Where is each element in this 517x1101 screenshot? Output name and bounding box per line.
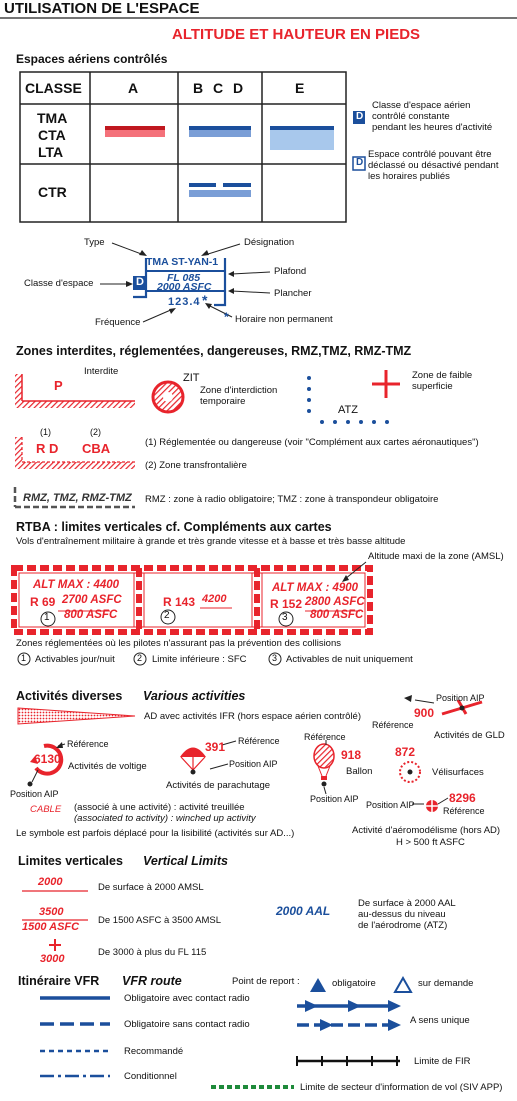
ballon-symbol [314, 740, 334, 794]
example-fl: FL 085 [167, 272, 201, 284]
cable-label: CABLE [30, 804, 62, 815]
atz-label: ATZ [338, 404, 358, 416]
limit2-bot: 1500 ASFC [22, 921, 80, 933]
activities-heading-en: Various activities [143, 689, 246, 703]
page-subtitle: ALTITUDE ET HAUTEUR EN PIEDS [172, 26, 421, 43]
class-e-bar [270, 126, 334, 130]
voltige-pos: Position AIP [10, 789, 59, 799]
symbole-note: Le symbole est parfois déplacé pour la lisibilité (activités sur AD...) [16, 828, 295, 839]
ballon-label: Ballon [346, 766, 373, 777]
rtba-b1-n: 1 [44, 612, 50, 623]
para-pos: Position AIP [229, 759, 278, 769]
zones-note1: (1) Réglementée ou dangereuse (voir "Complément aux cartes aéronautiques") [145, 437, 479, 448]
rtba-b3-bot: 800 ASFC [310, 609, 364, 621]
legend2-l1: Espace contrôlé pouvant être [368, 149, 492, 160]
gld-ref: Référence [372, 720, 414, 730]
limit2-label: De 1500 ASFC à 3500 AMSL [98, 915, 222, 926]
row-cta: CTA [38, 127, 66, 143]
aero-ref: Référence [443, 806, 485, 816]
limits-heading-en: Vertical Limits [143, 854, 228, 868]
rtba-c2-num: 2 [137, 653, 143, 663]
rtba-zones-note: Zones réglementées où les pilotes n'assurant pas la prévention des collisions [16, 638, 341, 649]
row-ctr: CTR [38, 184, 67, 200]
rtba-alt-maxi: Altitude maxi de la zone (AMSL) [368, 551, 504, 562]
label-frequence: Fréquence [95, 317, 141, 328]
gld-num: 900 [414, 706, 435, 720]
para-num: 391 [205, 740, 226, 754]
cable-en: (associated to activity) : winched up activity [74, 813, 256, 824]
legend2-l3: les horaires publiés [368, 171, 450, 182]
gld-pos: Position AIP [436, 693, 485, 703]
rtba-b3-alt: ALT MAX : 4900 [272, 582, 359, 594]
rtba-heading: RTBA : limites verticales cf. Compléments aux cartes [16, 520, 332, 534]
legend1-l3: pendant les heures d'activité [372, 122, 493, 133]
voltige-label: Activités de voltige [68, 761, 147, 772]
example-star-icon: * [202, 292, 208, 308]
zone-interdite-symbol [15, 374, 135, 408]
zit-desc1: Zone d'interdiction [200, 385, 278, 396]
gld-label: Activités de GLD [434, 730, 505, 741]
label-classe: Classe d'espace [24, 278, 94, 289]
label-type: Type [84, 237, 105, 248]
faible2: superficie [412, 381, 453, 392]
zone-p: P [54, 378, 63, 393]
limit3-val: 3000 [40, 953, 65, 965]
example-freq: 123.4 [168, 296, 201, 308]
col-e: E [295, 80, 305, 96]
veli-label: Vélisurfaces [432, 767, 484, 778]
example-class-letter: D [136, 276, 144, 288]
zones-note2: (2) Zone transfrontalière [145, 460, 247, 471]
row-tma: TMA [37, 110, 68, 126]
rtba-c2: Limite inférieure : SFC [152, 654, 247, 665]
cable-fr: (associé à une activité) : activité treuillée [74, 802, 245, 813]
col-bcd: B C D [193, 80, 247, 96]
aal-l3: de l'aérodrome (ATZ) [358, 920, 448, 931]
velisurface-symbol [400, 762, 420, 782]
zone-rd: R D [36, 441, 59, 456]
rtba-b3-r: R 152 [270, 597, 303, 611]
siv: Limite de secteur d'information de vol (SIV APP) [300, 1082, 503, 1093]
faible1: Zone de faible [412, 370, 473, 381]
rtba-c1-num: 1 [21, 653, 27, 663]
vfr-r2: Obligatoire sans contact radio [124, 1019, 250, 1030]
rtba-b3-n: 3 [282, 612, 288, 623]
rtba-b2-v: 4200 [202, 593, 227, 605]
zit-desc2: temporaire [200, 396, 246, 407]
page-title: UTILISATION DE L'ESPACE [4, 0, 200, 17]
zone-n1: (1) [40, 427, 51, 437]
class-bcd-bar [189, 126, 251, 130]
limits-heading: Limites verticales [18, 854, 123, 868]
obligatoire: obligatoire [332, 978, 376, 989]
aal-l1: De surface à 2000 AAL [358, 898, 456, 909]
example-asfc: 2000 ASFC [157, 281, 212, 293]
faible-superficie-cross [372, 370, 400, 398]
rtba-b1-top: 2700 ASFC [62, 594, 122, 606]
vfr-r1: Obligatoire avec contact radio [124, 993, 250, 1004]
ad-ifr: AD avec activités IFR (hors espace aérien contrôlé) [144, 711, 362, 722]
point-report: Point de report : [232, 976, 300, 987]
reporting-point-request-icon [395, 978, 411, 992]
zone-reglementee-symbol [15, 437, 135, 469]
rtba-b2-r: R 143 [163, 595, 196, 609]
reporting-point-mandatory-icon [310, 978, 326, 992]
aal-val: 2000 AAL [276, 904, 331, 918]
ctr-bar [189, 183, 216, 187]
example-name: TMA ST-YAN-1 [146, 256, 219, 268]
aero-label2: H > 500 ft ASFC [396, 837, 465, 848]
controlled-heading: Espaces aériens contrôlés [16, 52, 168, 66]
aero-label1: Activité d'aéromodélisme (hors AD) [352, 825, 501, 836]
aal-l2: au-dessus du niveau [358, 909, 446, 920]
rtba-b2-n: 2 [164, 610, 170, 621]
aero-num: 8296 [449, 791, 476, 805]
rtba-b1-alt: ALT MAX : 4400 [33, 579, 120, 591]
voltige-num: 6130 [34, 752, 61, 766]
label-plancher: Plancher [274, 288, 312, 299]
para-label: Activités de parachutage [166, 780, 271, 791]
zones-heading: Zones interdites, réglementées, dangereuses, RMZ,TMZ, RMZ-TMZ [16, 344, 412, 358]
activities-heading: Activités diverses [16, 689, 123, 703]
horaire-star-icon: * [224, 310, 229, 324]
zit-symbol [153, 382, 183, 412]
ad-ifr-wedge [18, 708, 135, 724]
rtba-c3: Activables de nuit uniquement [286, 654, 413, 665]
para-ref: Référence [238, 736, 280, 746]
vfr-heading: Itinéraire VFR [18, 974, 100, 988]
col-classe: CLASSE [25, 80, 82, 96]
row-lta: LTA [38, 144, 64, 160]
aero-pos: Position AIP [366, 800, 415, 810]
voltige-ref: Référence [67, 739, 109, 749]
sur-demande: sur demande [418, 978, 474, 989]
rmz-label: RMZ, TMZ, RMZ-TMZ [23, 492, 132, 504]
label-horaire: Horaire non permanent [235, 314, 333, 325]
vfr-r3: Recommandé [124, 1046, 184, 1057]
label-plafond: Plafond [274, 266, 307, 277]
col-a: A [128, 80, 139, 96]
zone-n2: (2) [90, 427, 101, 437]
sens-unique: A sens unique [410, 1015, 470, 1026]
limit1-val: 2000 [38, 876, 63, 888]
rtba-sub: Vols d'entraînement militaire à grande et très grande vitesse et à basse et très basse altitude [16, 536, 406, 547]
ballon-num: 918 [341, 748, 362, 762]
vfr-r4: Conditionnel [124, 1071, 177, 1082]
rtba-b1-bot: 800 ASFC [64, 609, 118, 621]
limit1-label: De surface à 2000 AMSL [98, 882, 204, 893]
legend1-l2: contrôlé constante [372, 111, 450, 122]
legend2-l2: déclassé ou désactivé pendant [368, 160, 499, 171]
rtba-b3-top: 2800 ASFC [305, 596, 365, 608]
label-interdite: Interdite [84, 366, 119, 377]
class-a-bar [105, 126, 165, 130]
ballon-pos: Position AIP [310, 794, 359, 804]
vfr-heading-en: VFR route [122, 974, 182, 988]
legend1-l1: Classe d'espace aérien [372, 100, 471, 111]
ballon-ref: Référence [304, 732, 346, 742]
rtba-c3-num: 3 [272, 653, 278, 663]
limit3-label: De 3000 à plus du FL 115 [98, 947, 207, 958]
rmz-desc: RMZ : zone à radio obligatoire; TMZ : zone à transpondeur obligatoire [145, 494, 439, 505]
limit2-top: 3500 [39, 906, 64, 918]
class-d-solid-letter: D [356, 111, 364, 122]
zone-cba: CBA [82, 441, 111, 456]
veli-num: 872 [395, 745, 416, 759]
rtba-c1: Activables jour/nuit [35, 654, 115, 665]
class-d-outline-letter: D [356, 157, 364, 168]
fir: Limite de FIR [414, 1056, 471, 1067]
label-designation: Désignation [244, 237, 295, 248]
zit-label: ZIT [183, 372, 200, 384]
rtba-b1-r: R 69 [30, 595, 56, 609]
